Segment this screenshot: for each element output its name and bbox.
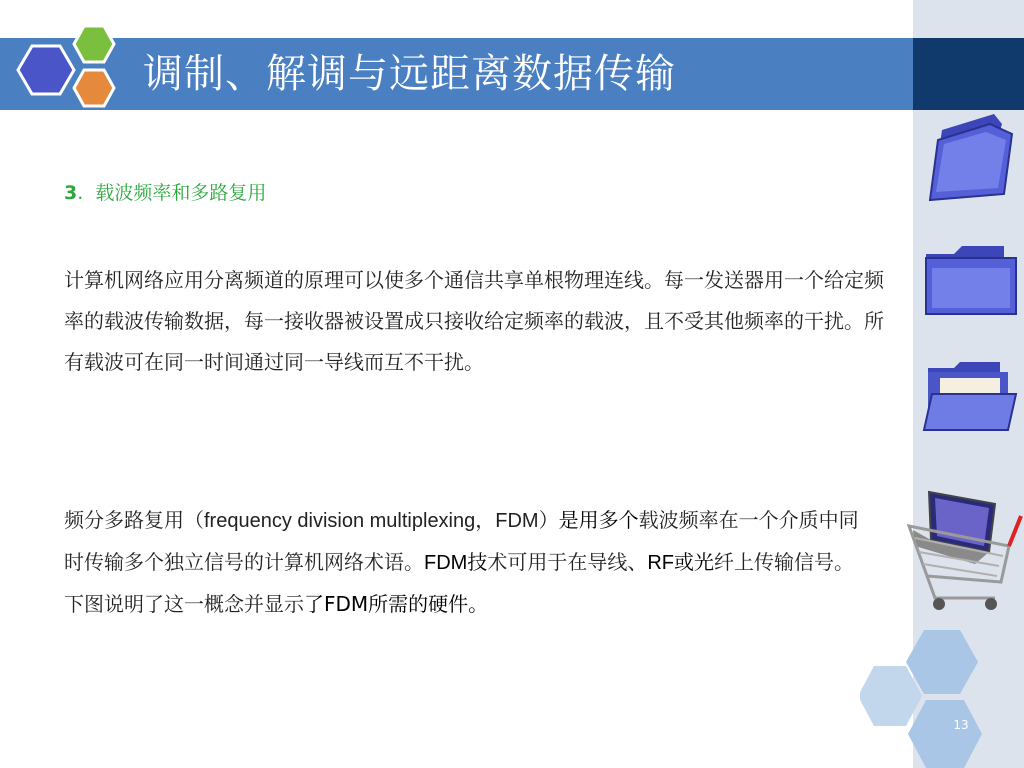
page-number: 13 [953, 718, 969, 732]
para2-part: FDM [495, 510, 539, 532]
para2-part: 纤上传输信号。下图说明了这一概念并显示 [64, 550, 854, 616]
para2-part: 技 [467, 550, 488, 574]
paragraph-1: 计算机网络应用分离频道的原理可以使多个通信共享单根物理连线。每一发送器用一个给定频率的载波传输数据，每一接收器被设置成只接收给定频率的载波，且不受其他频率的干扰。所有载波可在同一时间通过同一导线而互不干扰。 [64, 268, 884, 374]
decorative-hexagons-icon [860, 628, 1024, 768]
shopping-cart-laptop-icon[interactable] [905, 486, 1024, 616]
section-number: 3 [64, 182, 78, 204]
hexagon-logo-icon [14, 24, 124, 116]
slide-title: 调制、解调与远距离数据传输 [143, 51, 676, 97]
folder-icon[interactable] [922, 100, 1018, 206]
para2-part: frequency division multiplexing [204, 510, 476, 532]
para2-part: ， [475, 508, 496, 532]
folder-icon[interactable] [920, 240, 1020, 320]
para2-part: ） [538, 508, 559, 532]
side-panel-top [913, 0, 1024, 38]
para2-part: FDM [424, 552, 468, 574]
para2-part: 术可用于在导线、 [487, 550, 648, 574]
paragraph-2 [64, 500, 864, 625]
section-heading-text: 载波频率和多路复用 [95, 182, 267, 204]
section-heading [64, 178, 266, 205]
para2-part: 了FDM所需的硬件。 [304, 592, 489, 616]
para2-part: 频分多路复用（ [64, 508, 204, 532]
para2-part: 载波频率在一个介质中同时传输多个独立信号的计算机网络术语。 [64, 508, 859, 574]
para2-part: 是用多个 [558, 508, 639, 532]
para2-part: RF或光 [647, 552, 714, 574]
open-folder-icon[interactable] [920, 358, 1020, 438]
section-separator: . [77, 182, 84, 204]
